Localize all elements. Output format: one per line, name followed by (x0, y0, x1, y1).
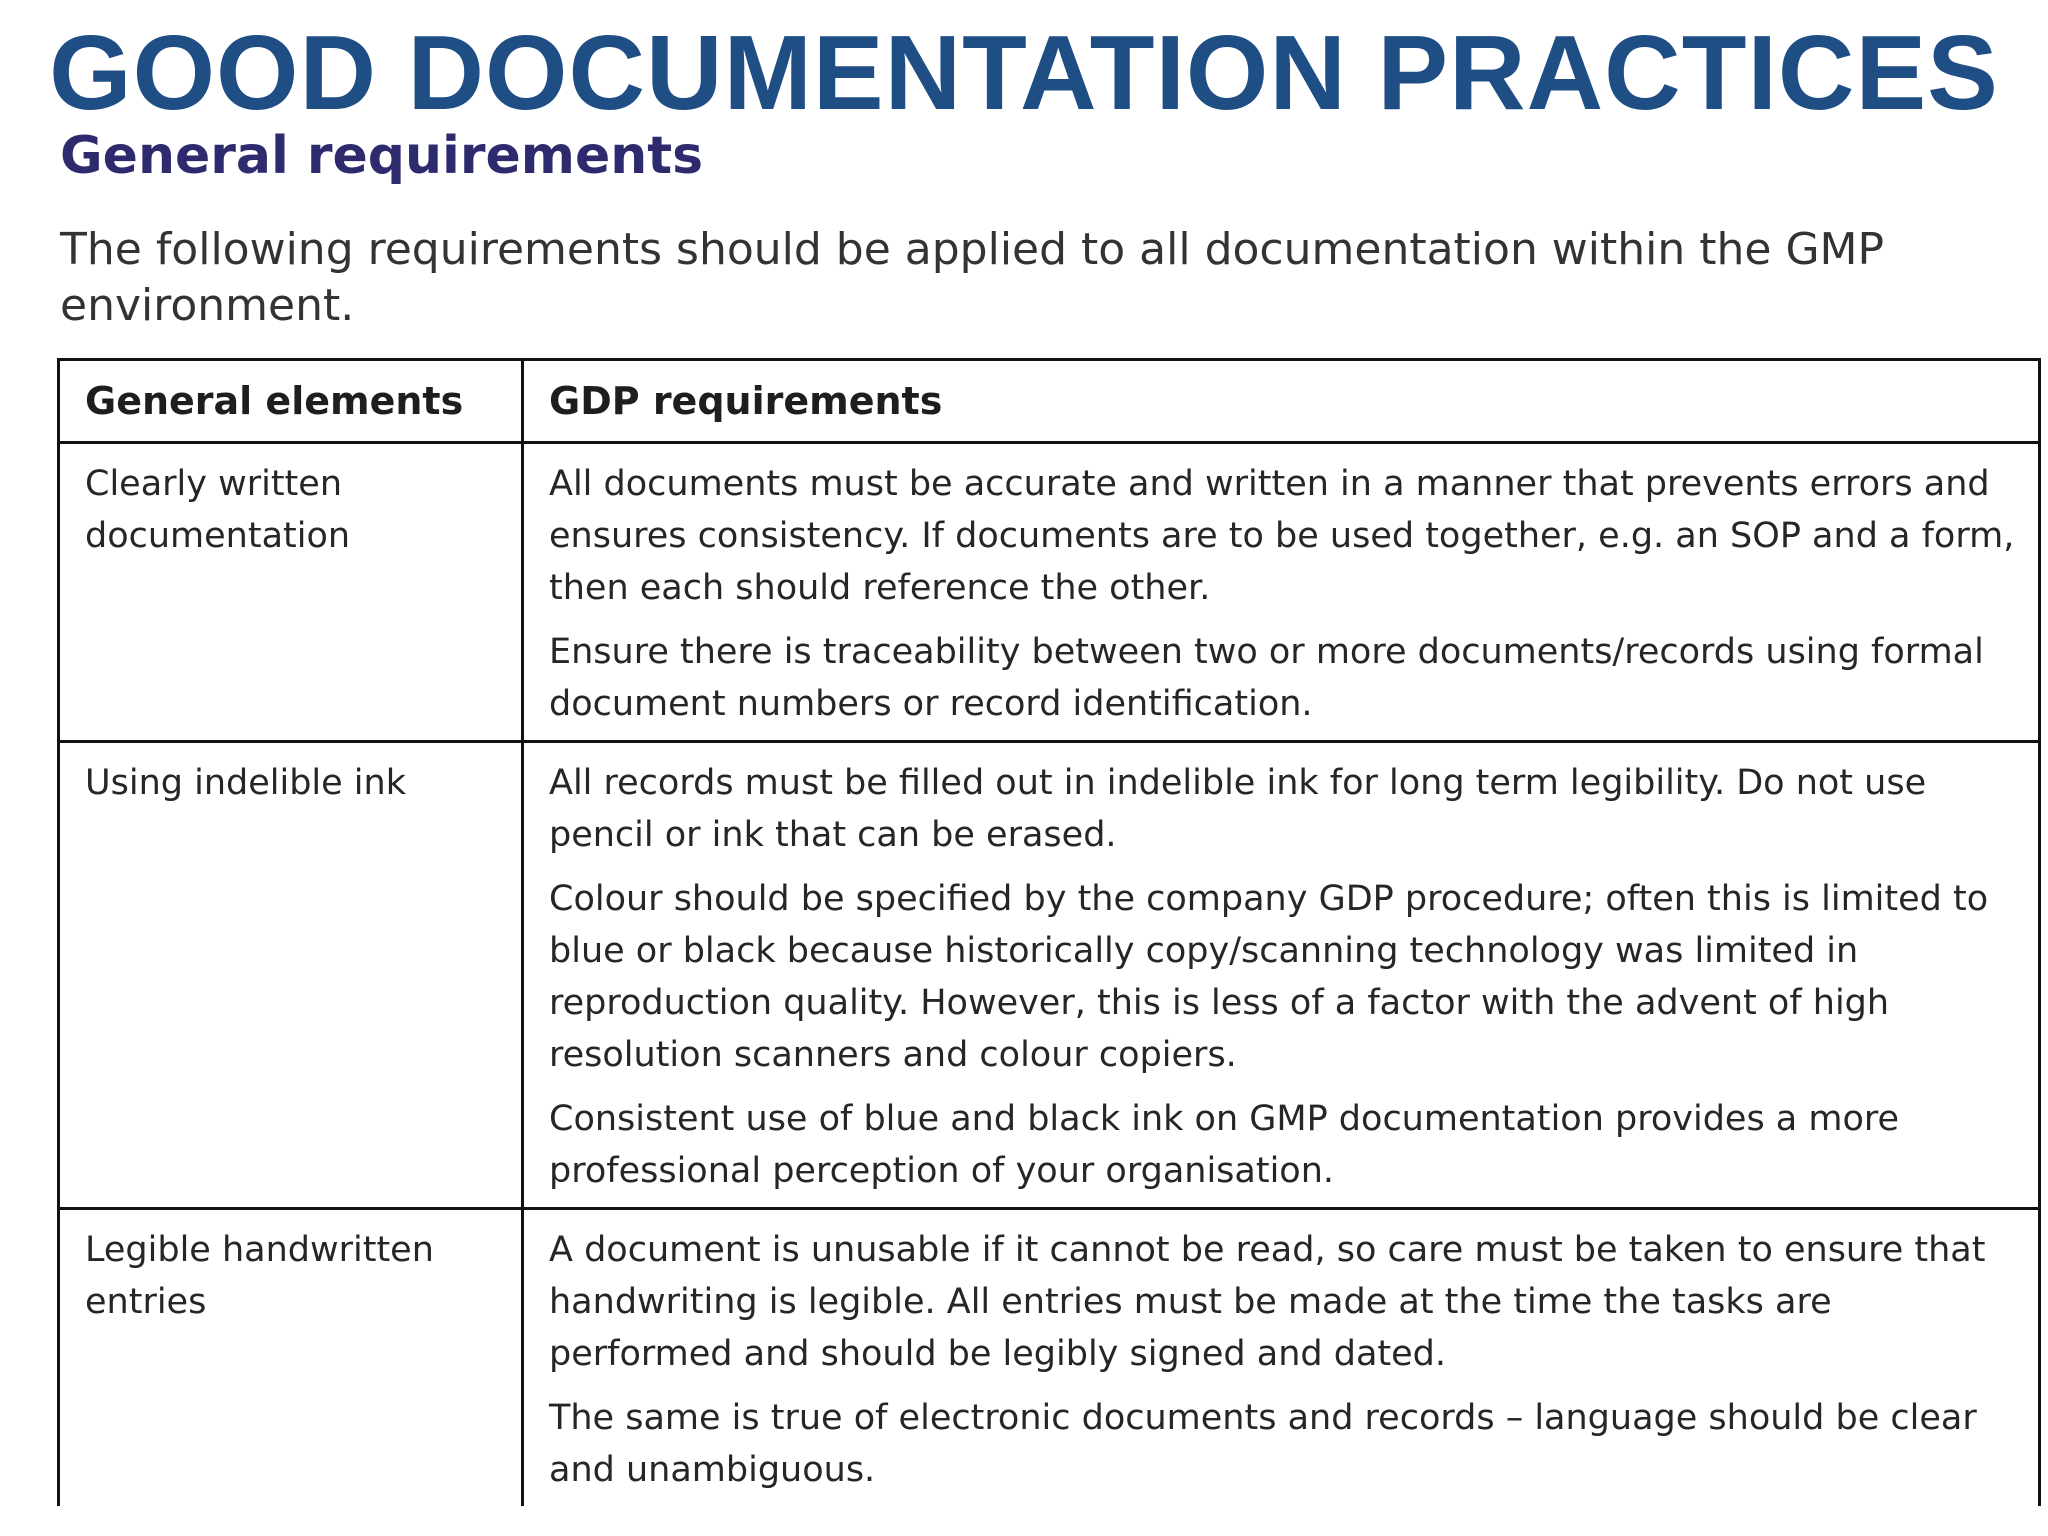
gdp-requirements-table (57, 358, 2041, 1506)
element-cell: Clearly written documentation (59, 443, 523, 742)
intro-paragraph: The following requirements should be applied to all documentation within the GMP environment. (60, 224, 1885, 331)
column-header-general-elements: General elements (59, 360, 523, 443)
element-cell: Legible handwritten entries (59, 1209, 523, 1507)
requirements-cell (523, 742, 2040, 1209)
column-header-gdp-requirements: GDP requirements (523, 360, 2040, 443)
element-cell: Using indelible ink (59, 742, 523, 1209)
section-heading: General requirements (60, 126, 704, 186)
table-header-row (59, 360, 2040, 443)
table-row (59, 1209, 2040, 1507)
requirement-text: All records must be filled out in indelible ink for long term legibility. Do not use pencil or ink that can be erased. (549, 763, 1927, 855)
requirement-text: A document is unusable if it cannot be read, so care must be taken to ensure that handwriting is legible. All entries must be made at the time the tasks are performed and should be legibly signed and dated. (549, 1230, 1986, 1374)
requirements-cell (523, 443, 2040, 742)
table-row (59, 742, 2040, 1209)
page-title: GOOD DOCUMENTATION PRACTICES (49, 14, 1999, 132)
requirement-text: Consistent use of blue and black ink on GMP documentation provides a more professional perception of your organisation. (549, 1099, 1900, 1191)
requirement-text: All documents must be accurate and written in a manner that prevents errors and ensures consistency. If documents are to be used together, e.g. an SOP and a form, then each should reference the other. (549, 464, 2015, 608)
requirement-text: Colour should be specified by the company GDP procedure; often this is limited to blue or black because historically copy/scanning technology was limited in reproduction quality. However, this is less of a factor with the advent of high resolution scanners and colour copiers. (549, 879, 1989, 1075)
table-row (59, 443, 2040, 742)
requirement-text: Ensure there is traceability between two or more documents/records using formal document numbers or record identification. (549, 632, 1984, 724)
requirement-text: The same is true of electronic documents and records – language should be clear and unambiguous. (549, 1398, 1977, 1490)
requirements-cell (523, 1209, 2040, 1507)
